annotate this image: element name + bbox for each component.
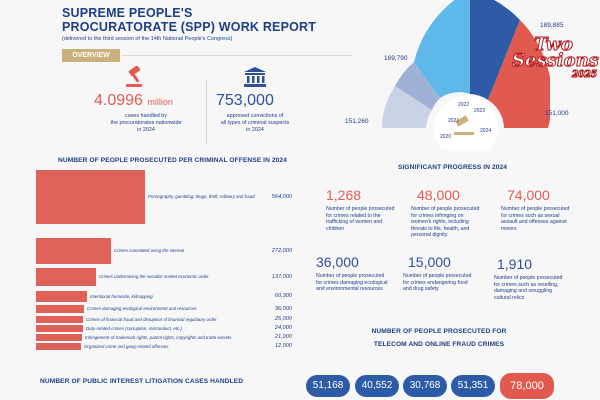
telecom-heading bbox=[364, 326, 514, 351]
progress-text-line: trafficking of women and bbox=[326, 219, 383, 225]
progress-text-cultural-relics bbox=[494, 275, 562, 301]
overview-label: OVERVIEW bbox=[62, 49, 120, 62]
telecom-heading-line1: NUMBER OF PEOPLE PROSECUTED FOR bbox=[371, 328, 507, 335]
progress-text-line: Number of people prosecuted bbox=[316, 273, 385, 279]
convictions-caption bbox=[200, 113, 310, 133]
cases-caption-line3: in 2024 bbox=[137, 126, 155, 133]
telecom-badge-2022: 30,768 bbox=[403, 375, 447, 397]
progress-text-minors bbox=[501, 206, 569, 232]
radial-year-2022: 2022 bbox=[458, 102, 470, 108]
offense-bar bbox=[36, 334, 82, 341]
progress-text-line: women's rights, including bbox=[411, 219, 469, 225]
offense-bar-value: 60,300 bbox=[274, 293, 292, 299]
convictions-caption-line1: approved convictions of bbox=[226, 113, 284, 119]
progress-text-line: Number of people prosecuted bbox=[403, 273, 472, 279]
progress-text-line: Number of people prosecuted bbox=[501, 206, 570, 212]
progress-text-line: Number of people prosecuted bbox=[411, 206, 480, 212]
offense-bar-value: 564,000 bbox=[271, 193, 292, 200]
offense-bar bbox=[36, 316, 83, 323]
convictions-value: 753,000 bbox=[216, 92, 274, 109]
telecom-badge-2024: 78,000 bbox=[500, 373, 554, 399]
telecom-heading-line2: TELECOM AND ONLINE FRAUD CRIMES bbox=[373, 340, 505, 348]
progress-value-trafficking: 1,268 bbox=[326, 187, 362, 203]
progress-text-line: for crimes such as reselling, bbox=[494, 281, 559, 288]
offense-bar bbox=[36, 291, 87, 302]
telecom-badge-2020: 51,168 bbox=[306, 375, 350, 397]
offense-bar-value: 24,000 bbox=[274, 325, 292, 331]
report-subtitle: (delivered to the third session of the 14th National People's Congress) bbox=[62, 36, 233, 42]
two-sessions-logo bbox=[512, 34, 600, 84]
progress-text-line: assault and offenses against bbox=[501, 219, 567, 225]
progress-value-cultural-relics: 1,910 bbox=[497, 256, 533, 272]
offense-bar bbox=[36, 343, 81, 350]
offense-bar bbox=[36, 170, 145, 224]
offense-bar bbox=[36, 305, 84, 313]
report-title-line2: PROCURATORATE (SPP) WORK REPORT bbox=[62, 20, 317, 34]
progress-text-line: and drug safety bbox=[403, 286, 439, 292]
cases-handled-caption bbox=[98, 113, 194, 133]
progress-text-women-rights bbox=[411, 206, 479, 239]
cases-caption-line1: cases handled by bbox=[125, 113, 167, 119]
offense-bar-value: 21,000 bbox=[274, 334, 292, 340]
progress-text-line: children bbox=[326, 225, 345, 232]
offense-bar-value: 272,000 bbox=[271, 247, 292, 254]
progress-text-line: for crimes damaging ecological bbox=[316, 279, 388, 286]
progress-text-line: and environmental resources bbox=[316, 286, 383, 292]
court-building-icon bbox=[242, 66, 268, 88]
offense-bar bbox=[36, 268, 96, 286]
progress-value-women-rights: 48,000 bbox=[417, 187, 460, 203]
progress-text-line: damaging and smuggling bbox=[494, 288, 552, 294]
telecom-badge-2021: 40,552 bbox=[355, 375, 399, 397]
overview-divider bbox=[122, 55, 352, 56]
offense-bar-label: Crimes damaging ecological environment and resources bbox=[87, 306, 197, 311]
cases-handled-number bbox=[94, 92, 173, 110]
radial-year-2023: 2023 bbox=[474, 108, 486, 114]
progress-text-line: for crimes endangering food bbox=[403, 279, 468, 286]
offense-bar-label: Intentional homicide, kidnapping bbox=[90, 293, 153, 299]
progress-heading: SIGNIFICANT PROGRESS IN 2024 bbox=[398, 164, 508, 171]
offense-bar-value: 137,000 bbox=[271, 273, 292, 280]
gavel-icon bbox=[123, 66, 149, 88]
cases-handled-value: 4.0996 bbox=[94, 92, 143, 109]
progress-text-line: Number of people prosecuted bbox=[494, 275, 563, 281]
progress-value-food-safety: 15,000 bbox=[408, 254, 451, 270]
logo-word-two: Two bbox=[534, 34, 573, 55]
overview-separator bbox=[206, 80, 207, 144]
progress-text-food-safety bbox=[403, 273, 471, 293]
offense-bar-label: Pornography, gambling, drugs, theft, robbery and fraud bbox=[148, 194, 255, 199]
offense-bar-label: Crimes of financial fraud and disruption of financial regulatory order bbox=[86, 316, 217, 322]
offense-bar-label: Duty-related crimes (corruption, misconduct, etc.) bbox=[86, 325, 182, 331]
radial-value-2024: 151,000 bbox=[545, 110, 569, 117]
progress-text-line: personal dignity bbox=[411, 232, 448, 238]
progress-text-line: for crimes infringing on bbox=[411, 212, 464, 219]
convictions-caption-line3: in 2024 bbox=[246, 126, 264, 133]
radial-value-2023: 189,885 bbox=[540, 22, 564, 29]
criminal-offense-heading: NUMBER OF PEOPLE PROSECUTED PER CRIMINAL OFFENSE IN 2024 bbox=[58, 157, 287, 164]
telecom-badge-2023: 51,351 bbox=[451, 375, 495, 397]
progress-text-line: for crimes such as sexual bbox=[501, 212, 560, 219]
progress-text-line: threats to life, health, and bbox=[411, 225, 470, 232]
offense-bar-label: Organized crime and gang-related offenses bbox=[84, 343, 169, 349]
progress-value-minors: 74,000 bbox=[507, 187, 550, 203]
offense-bar-label: Crimes undermining the socialist market economic order bbox=[99, 274, 209, 279]
offense-bar bbox=[36, 325, 83, 332]
radial-value-2020: 151,260 bbox=[345, 118, 369, 125]
offense-bar-label: Infringement of trademark rights, patent rights, copyrights and trade secrets bbox=[85, 334, 232, 340]
progress-text-ecology bbox=[316, 273, 388, 293]
convictions-caption-line2: all types of criminal suspects bbox=[220, 119, 290, 126]
offense-bar-value: 36,000 bbox=[274, 305, 292, 312]
radial-value-2021: 169,790 bbox=[384, 55, 408, 62]
logo-word-sessions: Sessions bbox=[512, 50, 599, 71]
progress-text-line: for crimes related to the bbox=[326, 212, 381, 219]
offense-bar-label: Crimes committed using the internet bbox=[114, 248, 185, 253]
progress-value-ecology: 36,000 bbox=[316, 254, 359, 270]
progress-text-line: Number of people prosecuted bbox=[326, 206, 395, 212]
logo-year: 2025 bbox=[572, 70, 598, 80]
radial-year-2021: 2021 bbox=[448, 118, 460, 124]
cases-handled-unit: million bbox=[147, 97, 173, 107]
offense-bar bbox=[36, 238, 111, 264]
offense-bar-value: 12,000 bbox=[274, 343, 292, 349]
progress-text-line: cultural relics bbox=[494, 294, 525, 301]
report-title-line1: SUPREME PEOPLE'S bbox=[62, 6, 193, 20]
public-interest-heading: NUMBER OF PUBLIC INTEREST LITIGATION CASES HANDLED bbox=[40, 378, 244, 385]
radial-year-2024: 2024 bbox=[480, 128, 492, 134]
offense-bar-value: 25,000 bbox=[274, 316, 292, 322]
radial-year-2020: 2020 bbox=[440, 134, 452, 140]
progress-text-trafficking bbox=[326, 206, 394, 232]
progress-text-line: minors bbox=[501, 225, 517, 232]
cases-caption-line2: the procuratorates nationwide bbox=[110, 119, 182, 126]
